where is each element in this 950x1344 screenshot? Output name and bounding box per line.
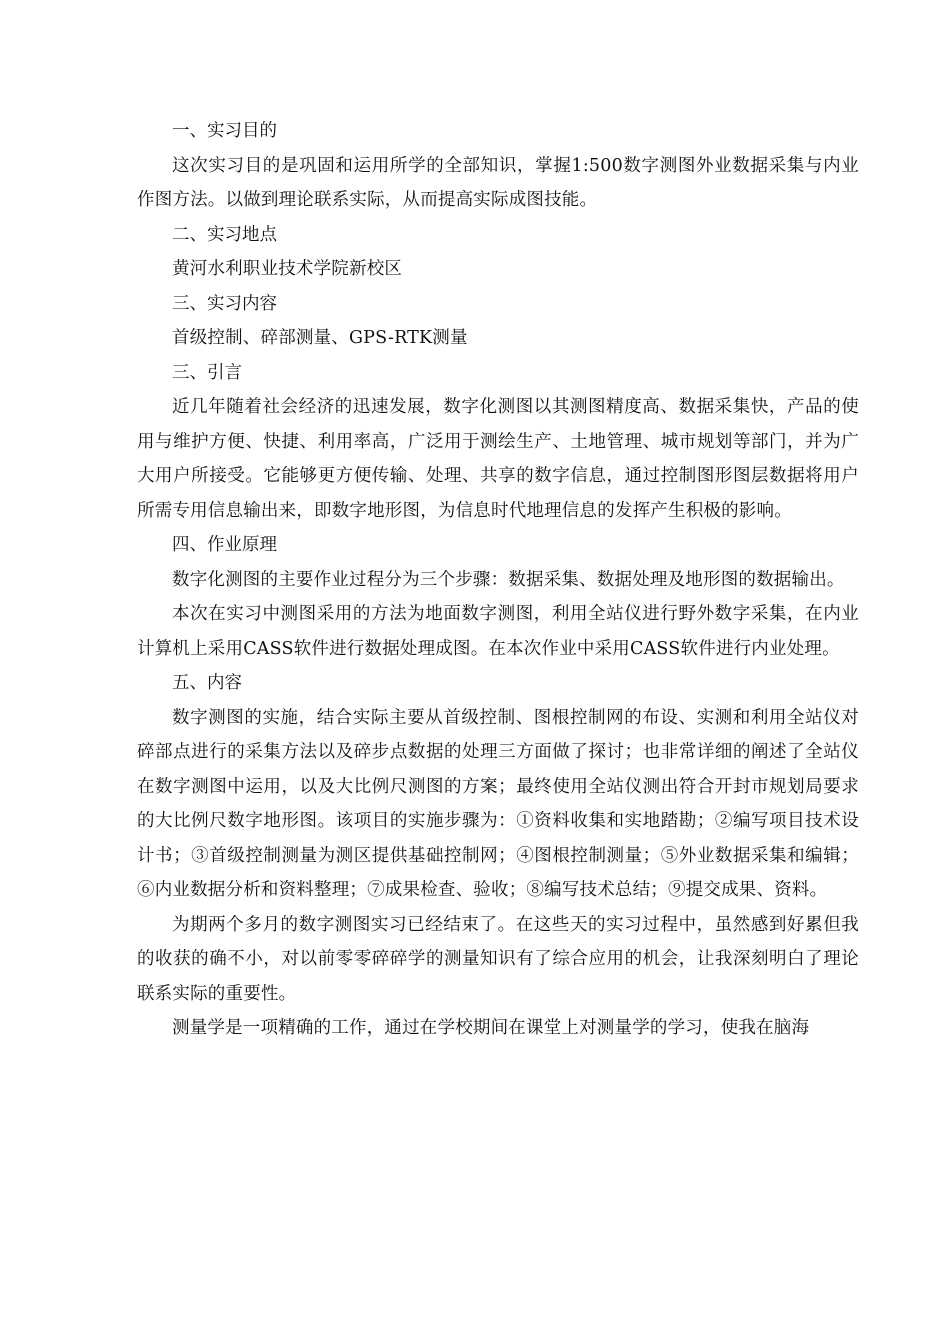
paragraph-principle-1: 数字化测图的主要作业过程分为三个步骤：数据采集、数据处理及地形图的数据输出。 — [172, 569, 845, 590]
section-heading-location: 二、实习地点 — [172, 224, 277, 245]
section-heading-details: 五、内容 — [172, 673, 242, 693]
section-heading-introduction: 三、引言 — [172, 362, 242, 383]
section-heading-principle: 四、作业原理 — [172, 535, 277, 555]
section-heading-purpose: 一、实习目的 — [172, 121, 277, 141]
paragraph-details-3: 测量学是一项精确的工作，通过在学校期间在课堂上对测量学的学习，使我在脑海 — [172, 1018, 810, 1038]
paragraph-details-2: 为期两个多月的数字测图实习已经结束了。在这些天的实习过程中，虽然感到好累但我的收获的确不小，对以前零零碎碎学的测量知识有了综合应用的机会，让我深刻明白了理论联系实际的重要性。 — [137, 914, 859, 1004]
paragraph-location: 黄河水利职业技术学院新校区 — [172, 259, 403, 279]
paragraph-introduction: 近几年随着社会经济的迅速发展，数字化测图以其测图精度高、数据采集快，产品的使用与维护方便、快捷、利用率高，广泛用于测绘生产、土地管理、城市规划等部门，并为广大用户所接受。它能够更方便传输、处理、共享的数字信息，通过控制图形图层数据将用户所需专用信息输出来，即数字地形图，为信息时代地理信息的发挥产生积极的影响。 — [137, 397, 859, 521]
section-heading-content: 三、实习内容 — [172, 293, 277, 314]
paragraph-details-1: 数字测图的实施，结合实际主要从首级控制、图根控制网的布设、实测和利用全站仪对碎部点进行的采集方法以及碎步点数据的处理三方面做了探讨；也非常详细的阐述了全站仪在数字测图中运用，以及大比例尺测图的方案；最终使用全站仪测出符合开封市规划局要求的大比例尺数字地形图。该项目的实施步骤为：①资料收集和实地踏勘；②编写项目技术设计书；③首级控制测量为测区提供基础控制网；④图根控制测量；⑤外业数据采集和编辑；⑥内业数据分析和资料整理；⑦成果检查、验收；⑧编写技术总结；⑨提交成果、资料。 — [137, 707, 859, 900]
paragraph-principle-2: 本次在实习中测图采用的方法为地面数字测图，利用全站仪进行野外数字采集，在内业计算机上采用CASS软件进行数据处理成图。在本次作业中采用CASS软件进行内业处理。 — [137, 604, 859, 659]
document-page — [137, 114, 859, 1046]
paragraph-content: 首级控制、碎部测量、GPS-RTK测量 — [172, 328, 468, 348]
paragraph-purpose: 这次实习目的是巩固和运用所学的全部知识，掌握1:500数字测图外业数据采集与内业作图方法。以做到理论联系实际，从而提高实际成图技能。 — [137, 155, 859, 210]
